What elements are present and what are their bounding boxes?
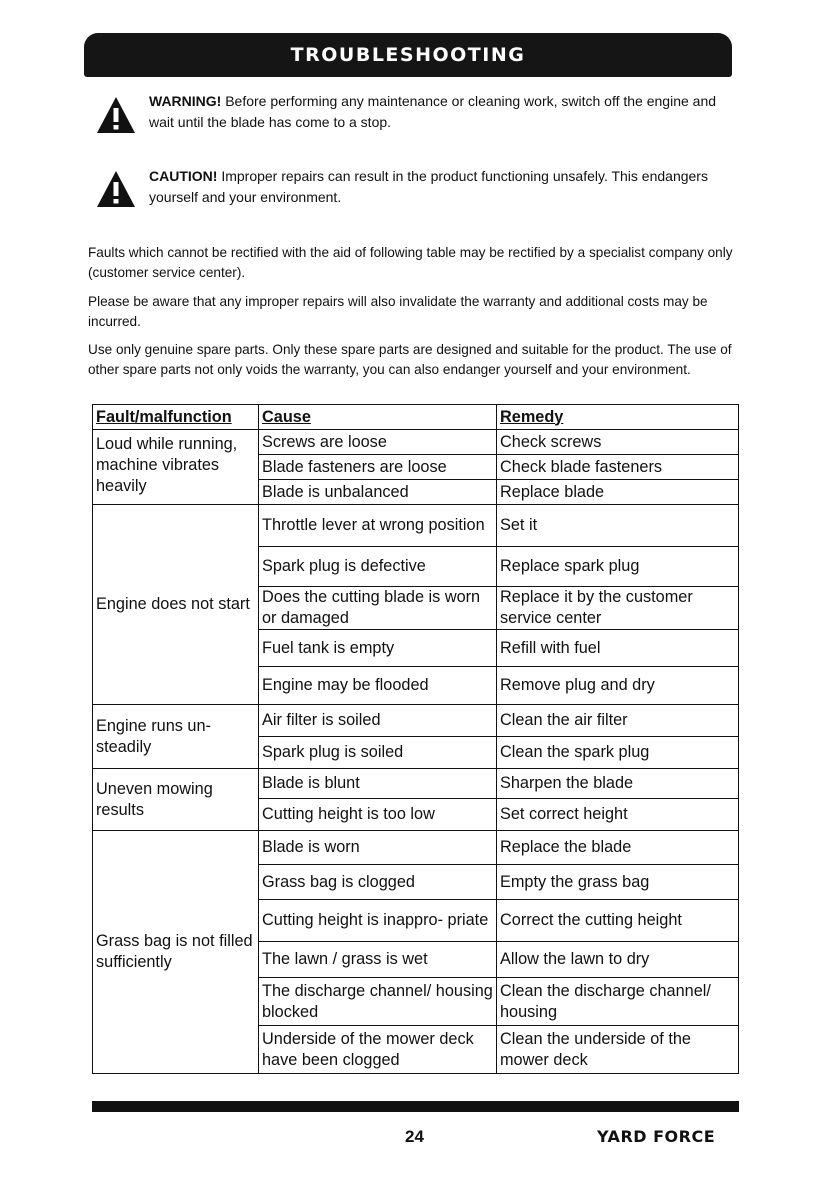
troubleshooting-table (92, 404, 739, 1074)
paragraph: Faults which cannot be rectified with the aid of following table may be rectified by a specialist company only (customer service center). (88, 245, 733, 280)
table-row (93, 831, 739, 865)
remedy-cell: Replace it by the customer service center (497, 587, 739, 630)
remedy-cell: Clean the air filter (497, 705, 739, 737)
table-row (93, 430, 739, 455)
remedy-cell: Clean the spark plug (497, 737, 739, 769)
header-remedy: Remedy (497, 405, 739, 430)
warning-label: WARNING! (149, 93, 222, 109)
cause-cell: Blade is worn (259, 831, 497, 865)
remedy-cell: Sharpen the blade (497, 769, 739, 799)
cause-cell: Blade is blunt (259, 769, 497, 799)
remedy-cell: Clean the discharge channel/ housing (497, 978, 739, 1026)
cause-cell: Cutting height is inappro- priate (259, 900, 497, 942)
page-title: TROUBLESHOOTING (290, 44, 526, 66)
remedy-cell: Clean the underside of the mower deck (497, 1026, 739, 1074)
cause-cell: Does the cutting blade is worn or damaged (259, 587, 497, 630)
fault-cell: Uneven mowing results (93, 769, 259, 831)
header-cause: Cause (259, 405, 497, 430)
cause-cell: Blade is unbalanced (259, 480, 497, 505)
cause-cell: Air filter is soiled (259, 705, 497, 737)
cause-cell: Fuel tank is empty (259, 630, 497, 667)
table-row (93, 705, 739, 737)
remedy-cell: Set it (497, 505, 739, 547)
footer-bar (92, 1101, 739, 1112)
cause-cell: Grass bag is clogged (259, 865, 497, 900)
warning-notice (149, 91, 729, 133)
remedy-cell: Check screws (497, 430, 739, 455)
remedy-cell: Empty the grass bag (497, 865, 739, 900)
fault-cell: Grass bag is not filled sufficiently (93, 831, 259, 1074)
cause-cell: Throttle lever at wrong position (259, 505, 497, 547)
brand-logo: YARD FORCE (597, 1127, 716, 1146)
remedy-cell: Replace the blade (497, 831, 739, 865)
warning-text: Before performing any maintenance or cleaning work, switch off the engine and wait until the blade has come to a stop. (149, 93, 717, 130)
remedy-cell: Replace spark plug (497, 547, 739, 587)
paragraph: Please be aware that any improper repairs will also invalidate the warranty and additional costs may be incurred. (88, 294, 708, 329)
cause-cell: Spark plug is defective (259, 547, 497, 587)
cause-cell: Blade fasteners are loose (259, 455, 497, 480)
page-number: 24 (405, 1127, 424, 1146)
warning-triangle-icon (96, 96, 136, 134)
remedy-cell: Check blade fasteners (497, 455, 739, 480)
fault-cell: Engine does not start (93, 505, 259, 705)
caution-label: CAUTION! (149, 168, 218, 184)
header-fault: Fault/malfunction (93, 405, 259, 430)
cause-cell: The discharge channel/ housing blocked (259, 978, 497, 1026)
cause-cell: Spark plug is soiled (259, 737, 497, 769)
remedy-cell: Remove plug and dry (497, 667, 739, 705)
cause-cell: Engine may be flooded (259, 667, 497, 705)
remedy-cell: Allow the lawn to dry (497, 942, 739, 978)
caution-text: Improper repairs can result in the product functioning unsafely. This endangers yourself and your environment. (149, 168, 708, 205)
fault-cell: Engine runs un- steadily (93, 705, 259, 769)
table-row (93, 769, 739, 799)
remedy-cell: Set correct height (497, 799, 739, 831)
remedy-cell: Refill with fuel (497, 630, 739, 667)
cause-cell: Screws are loose (259, 430, 497, 455)
table-row (93, 505, 739, 547)
remedy-cell: Replace blade (497, 480, 739, 505)
paragraph: Use only genuine spare parts. Only these spare parts are designed and suitable for the product. The use of other spare parts not only voids the warranty, you can also endanger yourself and your environment. (88, 342, 732, 377)
caution-notice (149, 166, 729, 208)
cause-cell: The lawn / grass is wet (259, 942, 497, 978)
cause-cell: Underside of the mower deck have been clogged (259, 1026, 497, 1074)
table-header-row (93, 405, 739, 430)
cause-cell: Cutting height is too low (259, 799, 497, 831)
warning-triangle-icon (96, 170, 136, 208)
fault-cell: Loud while running, machine vibrates heavily (93, 430, 259, 505)
remedy-cell: Correct the cutting height (497, 900, 739, 942)
